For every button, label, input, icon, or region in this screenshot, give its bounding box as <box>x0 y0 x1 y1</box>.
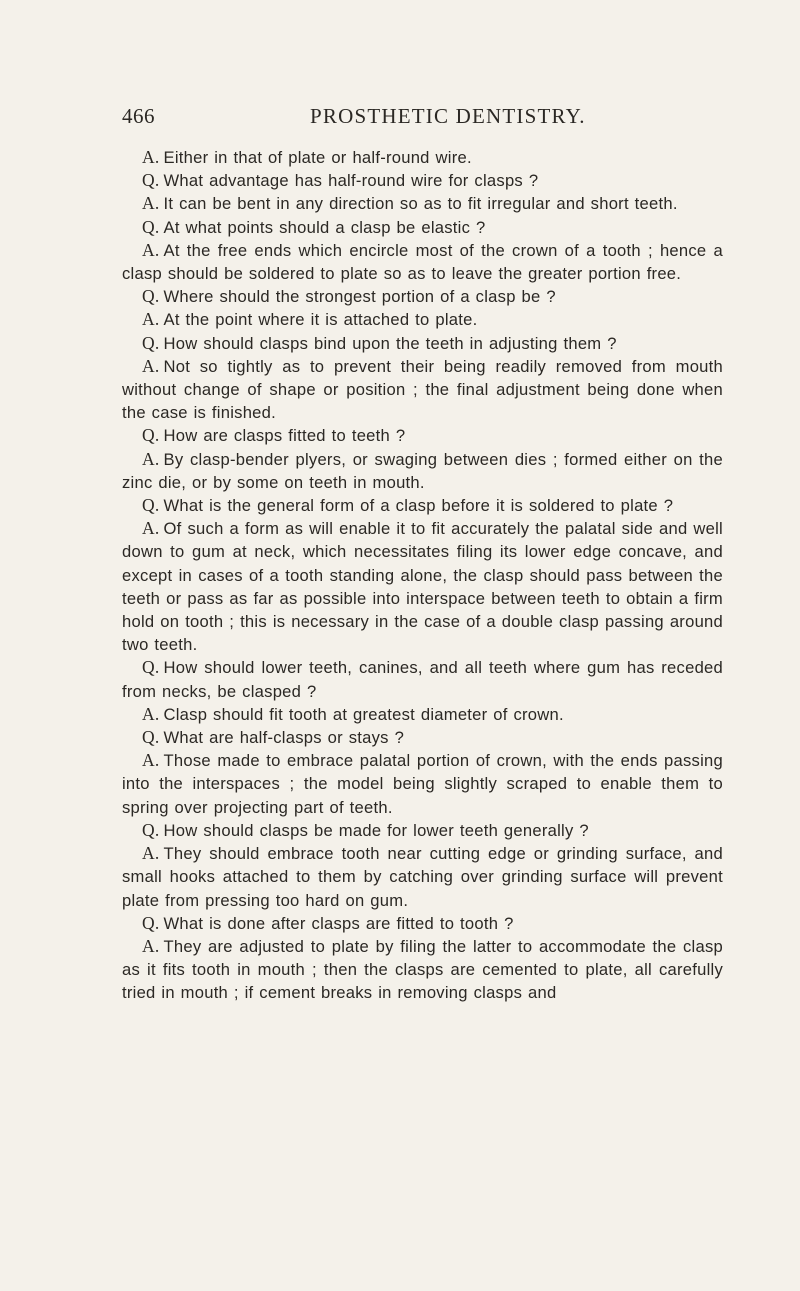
answer-marker: A. <box>142 843 160 864</box>
answer-marker: A. <box>142 448 160 469</box>
paragraph-text: How should clasps be made for lower teeth generally ? <box>163 820 589 840</box>
question-marker: Q. <box>142 727 160 748</box>
paragraph-text: What is done after clasps are fitted to tooth ? <box>163 913 514 933</box>
body-text <box>122 146 723 1005</box>
question-marker: Q. <box>142 495 160 516</box>
qa-paragraph <box>122 749 723 819</box>
question-marker: Q. <box>142 819 160 840</box>
qa-paragraph <box>122 448 723 494</box>
qa-paragraph <box>122 146 723 169</box>
qa-paragraph <box>122 285 723 308</box>
question-marker: Q. <box>142 657 160 678</box>
qa-paragraph <box>122 192 723 215</box>
paragraph-text: Either in that of plate or half-round wire. <box>163 148 472 167</box>
question-marker: Q. <box>142 216 160 237</box>
answer-marker: A. <box>142 935 160 956</box>
paragraph-text: At the point where it is attached to plate. <box>163 310 478 330</box>
paragraph-text: How are clasps fitted to teeth ? <box>163 426 406 446</box>
qa-paragraph <box>122 819 723 842</box>
answer-marker: A. <box>142 703 160 724</box>
page-number: 466 <box>122 104 155 128</box>
paragraph-text: Those made to embrace palatal portion of crown, with the ends passing into the interspaces ; the model being slightly scraped to enable them to spring over projecting part of teeth. <box>122 751 723 817</box>
question-marker: Q. <box>142 425 160 446</box>
qa-paragraph <box>122 169 723 192</box>
qa-paragraph <box>122 726 723 749</box>
page-header <box>122 104 722 134</box>
paragraph-text: Where should the strongest portion of a clasp be ? <box>163 287 556 307</box>
question-marker: Q. <box>142 332 160 353</box>
paragraph-text: How should lower teeth, canines, and all teeth where gum has receded from necks, be clasped ? <box>122 658 723 701</box>
answer-marker: A. <box>142 147 160 167</box>
paragraph-text: They should embrace tooth near cutting edge or grinding surface, and small hooks attached to them by catching over grinding surface will prevent plate from pressing too hard on gum. <box>122 844 723 910</box>
qa-paragraph <box>122 517 723 656</box>
qa-paragraph <box>122 842 723 912</box>
qa-paragraph <box>122 912 723 935</box>
answer-marker: A. <box>142 750 160 771</box>
qa-paragraph <box>122 332 723 355</box>
answer-marker: A. <box>142 193 160 214</box>
paragraph-text: What is the general form of a clasp before it is soldered to plate ? <box>163 496 674 516</box>
qa-paragraph <box>122 424 723 447</box>
qa-paragraph <box>122 308 723 331</box>
answer-marker: A. <box>142 309 160 330</box>
paragraph-text: They are adjusted to plate by filing the latter to accommodate the clasp as it fits tooth in mouth ; then the clasps are cemented to plate, all carefully tried in mouth ; if cement breaks in removing clasps and <box>122 936 723 1003</box>
paragraph-text: What are half-clasps or stays ? <box>163 728 405 748</box>
paragraph-text: At what points should a clasp be elastic ? <box>163 217 486 237</box>
paragraph-text: Clasp should fit tooth at greatest diameter of crown. <box>163 704 564 724</box>
paragraph-text: By clasp-bender plyers, or swaging between dies ; formed either on the zinc die, or by some on teeth in mouth. <box>122 449 723 492</box>
paragraph-text: At the free ends which encircle most of the crown of a tooth ; hence a clasp should be soldered to plate so as to leave the greater portion free. <box>122 240 723 284</box>
answer-marker: A. <box>142 518 160 539</box>
paragraph-text: How should clasps bind upon the teeth in adjusting them ? <box>163 333 617 353</box>
paragraph-text: Of such a form as will enable it to fit accurately the palatal side and well down to gum at neck, which necessitates filing its lower edge concave, and except in cases of a tooth standing alone, the clasp should pass between the teeth or pass as far as possible into interspace between teeth to obtain a firm hold on tooth ; this is necessary in the case of a double clasp passing around two teeth. <box>122 519 723 655</box>
qa-paragraph <box>122 656 723 702</box>
paragraph-text: Not so tightly as to prevent their being readily removed from mouth without change of shape or position ; the final adjustment being done when the case is finished. <box>122 356 723 423</box>
qa-paragraph <box>122 216 723 239</box>
paragraph-text: What advantage has half-round wire for clasps ? <box>163 171 539 191</box>
qa-paragraph <box>122 494 723 517</box>
question-marker: Q. <box>142 912 160 933</box>
qa-paragraph <box>122 239 723 285</box>
answer-marker: A. <box>142 355 160 376</box>
qa-paragraph <box>122 703 723 726</box>
paragraph-text: It can be bent in any direction so as to fit irregular and short teeth. <box>163 194 678 214</box>
question-marker: Q. <box>142 286 160 307</box>
qa-paragraph <box>122 355 723 425</box>
qa-paragraph <box>122 935 723 1005</box>
running-head-title: PROSTHETIC DENTISTRY. <box>310 104 586 128</box>
answer-marker: A. <box>142 239 160 260</box>
question-marker: Q. <box>142 170 160 191</box>
